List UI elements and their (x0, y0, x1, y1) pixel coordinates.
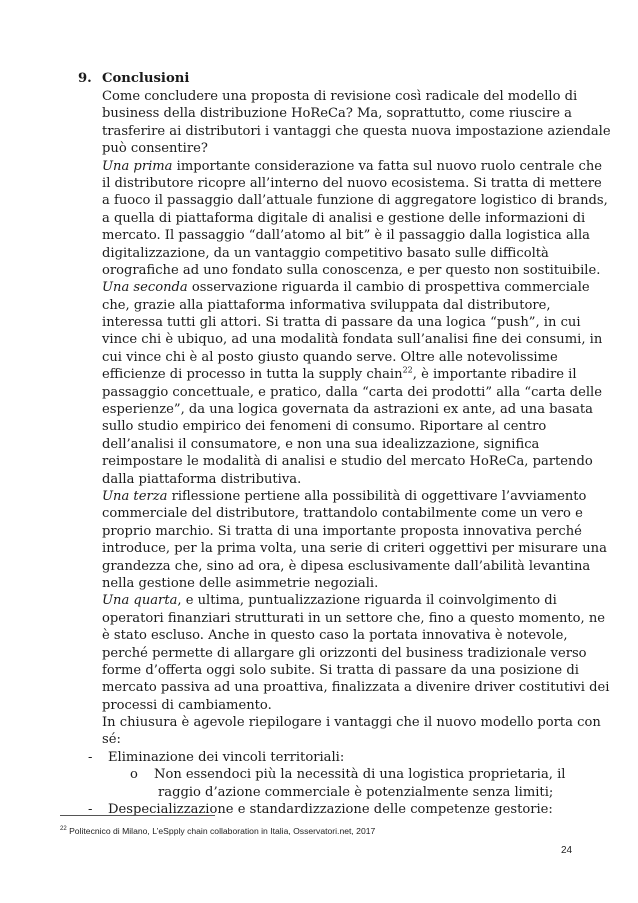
text-line: business della distribuzione HoReCa? Ma, soprattutto, come riuscire a (102, 106, 572, 122)
text-line: interessa tutti gli attori. Si tratta di passare da una logica “push”, in cui (102, 315, 581, 331)
list-item-text: Despecializzazione e standardizzazione delle competenze gestorie: (108, 802, 553, 818)
text-line: può consentire? (102, 141, 208, 157)
text-line: è stato escluso. Anche in questo caso la portata innovativa è notevole, (102, 628, 568, 644)
text-line: mercato passiva ad una proattiva, finalizzata a divenire driver costitutivi dei (102, 680, 610, 696)
text-line: Come concludere una proposta di revisione così radicale del modello di (102, 89, 578, 104)
text-line: operatori finanziari strutturati in un settore che, fino a questo momento, ne (102, 610, 606, 626)
text-line: vince chi è ubiquo, ad una modalità fondata sull’analisi fine dei consumi, in (102, 332, 603, 348)
section-heading (78, 70, 189, 87)
paragraph-lead: Una terza (102, 488, 168, 504)
text-line: forme d’offerta oggi solo subite. Si tratta di passare da una posizione di (102, 662, 579, 678)
text-line: introduce, per la prima volta, una serie di criteri oggettivi per misurare una (102, 541, 607, 557)
footnote-text: Politecnico di Milano, L’eSpply chain collaboration in Italia, Osservatori.net, 2017 (66, 826, 376, 836)
sub-list-bullet: o (130, 767, 138, 783)
paragraph-lead: Una prima (102, 158, 173, 174)
text-line: reimpostare le modalità di analisi e studio del mercato HoReCa, partendo (102, 454, 593, 470)
text-line: esperienze”, da una logica governata da astrazioni ex ante, ad una basata (102, 402, 593, 418)
list-item (88, 749, 580, 766)
sub-list-continuation: raggio d’azione commerciale è potenzialmente senza limiti; (158, 784, 554, 800)
text-line: mercato. Il passaggio “dall’atomo al bit” è il passaggio dalla logistica alla (102, 228, 590, 244)
text-line: cui vince chi è al posto giusto quando serve. Oltre alle notevolissime (102, 349, 558, 365)
text-line: sullo studio empirico dei fenomeni di consumo. Riportare al centro (102, 419, 547, 435)
text-fragment: efficienze di processo in tutta la supply chain (102, 367, 403, 383)
text-line: passaggio concettuale, e pratico, dalla “carta dei prodotti” alla “carta delle (102, 384, 602, 400)
text-fragment: , è importante ribadire il (412, 367, 577, 383)
text-line: proprio marchio. Si tratta di una importante proposta innovativa perché (102, 523, 582, 539)
section-title: Conclusioni (102, 71, 190, 86)
list-item-text: Eliminazione dei vincoli territoriali: (108, 749, 345, 765)
text-line: trasferire ai distributori i vantaggi che questa nuova impostazione aziendale (102, 123, 611, 139)
paragraph-start (102, 592, 580, 609)
paragraph-lead: Una quarta (102, 593, 178, 609)
text-line-with-footnote (102, 366, 580, 383)
text-line: che, grazie alla piattaforma informativa sviluppata dal distributore, (102, 297, 551, 313)
text-fragment: , e ultima, puntualizzazione riguarda il coinvolgimento di (177, 593, 557, 609)
footnote (60, 826, 375, 836)
text-line: In chiusura è agevole riepilogare i vantaggi che il nuovo modello porta con (102, 715, 601, 731)
text-line: sé: (102, 732, 121, 748)
footnote-separator (60, 815, 215, 816)
text-line: perché permette di allargare gli orizzonti del business tradizionale verso (102, 645, 587, 661)
paragraph-start (102, 158, 602, 175)
page-number: 24 (561, 845, 573, 856)
paragraph-start (102, 279, 590, 296)
body-text (88, 88, 611, 818)
text-line: digitalizzazione, da un vantaggio competitivo basato sulle difficoltà (102, 245, 549, 261)
text-line: dell’analisi il consumatore, e non una sua idealizzazione, significa (102, 436, 540, 452)
text-line: dalla piattaforma distributiva. (102, 471, 302, 487)
list-dash: - (88, 749, 93, 765)
sub-list-text: Non essendoci più la necessità di una logistica proprietaria, il (154, 767, 566, 783)
text-line: nella gestione delle asimmetrie negoziali. (102, 575, 379, 591)
section-number: 9. (78, 71, 92, 86)
footnote-mark: 22 (60, 826, 67, 833)
text-line: a fuoco il passaggio dall’attuale funzione di aggregatore logistico di brands, (102, 193, 608, 209)
text-line: processi di cambiamento. (102, 697, 272, 713)
text-fragment: osservazione riguarda il cambio di prospettiva commerciale (187, 280, 590, 296)
list-dash: - (88, 802, 93, 818)
footnote-reference[interactable]: 22 (402, 365, 413, 375)
paragraph-lead: Una seconda (102, 280, 188, 296)
text-line: grandezza che, sino ad ora, è dipesa esclusivamente dall’abilità levantina (102, 558, 591, 574)
text-fragment: riflessione pertiene alla possibilità di oggettivare l’avviamento (167, 488, 587, 504)
text-line: commerciale del distributore, trattandolo contabilmente come un vero e (102, 506, 583, 522)
text-line: a quella di piattaforma digitale di analisi e gestione delle informazioni di (102, 210, 586, 226)
text-line: orografiche ad uno fondato sulla conoscenza, e per questo non sostituibile. (102, 262, 601, 278)
text-fragment: importante considerazione va fatta sul nuovo ruolo centrale che (172, 158, 602, 174)
text-line: il distributore ricopre all’interno del nuovo ecosistema. Si tratta di mettere (102, 175, 602, 191)
paragraph-start (102, 488, 587, 505)
sub-list-item (102, 766, 580, 783)
